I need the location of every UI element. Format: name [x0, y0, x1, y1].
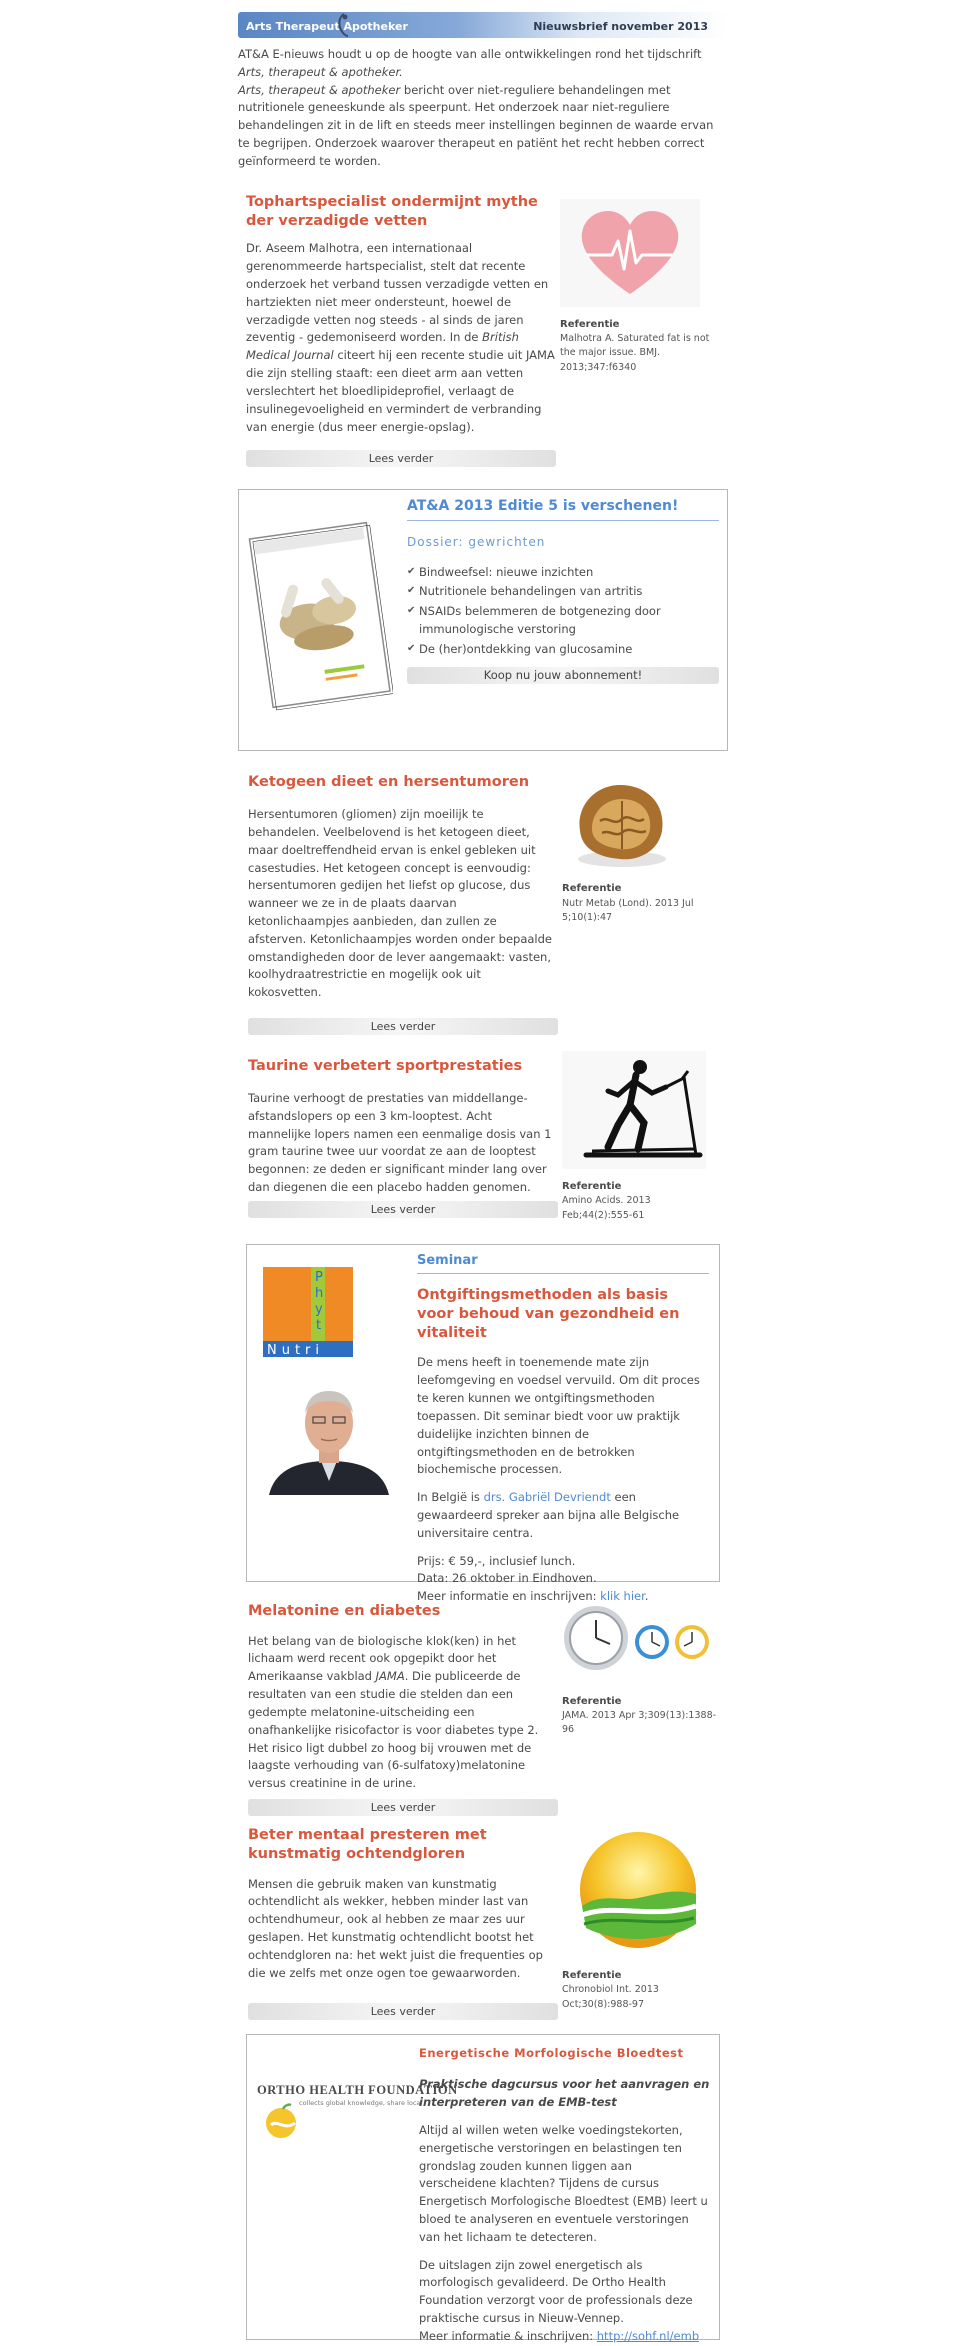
seminar-box: [246, 1244, 720, 1604]
article-dawn-light: [238, 1826, 728, 2020]
emb-link[interactable]: http://sohf.nl/emb: [596, 2328, 700, 2343]
intro-journal: Arts, therapeut & apotheker: [238, 82, 401, 97]
sunrise-image: [562, 1828, 702, 1958]
seminar-label: Seminar: [417, 1251, 709, 1274]
check-icon: ✔: [407, 642, 416, 654]
list-item: ✔ NSAIDs belemmeren de botgenezing door immunologische verstoring: [407, 604, 661, 637]
list-item: ✔ De (her)ontdekking van glucosamine: [407, 641, 633, 656]
reference-text: Nutr Metab (Lond). 2013 Jul 5;10(1):47: [562, 897, 694, 923]
emb-content: [419, 2045, 711, 2346]
reference-text: JAMA. 2013 Apr 3;309(13):1388-96: [562, 1710, 717, 1736]
reference-label: Referentie: [560, 318, 620, 330]
list-item: ✔ Bindweefsel: nieuwe inzichten: [407, 564, 594, 579]
speaker-photo: [259, 1377, 397, 1495]
newsletter-header: [238, 12, 728, 38]
reference-label: Referentie: [562, 1969, 622, 1981]
article-body: Mensen die gebruik maken van kunstmatig ochtendlicht als wekker, hebben minder last van ochtendhumeur, ook al hebben ze maar zes uur geslapen. Het kunstmatig ochtendlicht bootst het ochtendgloren na: het wekt juist die frequenties op die we zelfs met onze ogen toe gewaarworden.: [248, 1876, 543, 1980]
edition-subtitle: Dossier: gewrichten: [407, 535, 546, 549]
emb-title[interactable]: Energetische Morfologische Bloedtest: [419, 2045, 684, 2060]
edition-topic-list: [407, 564, 719, 659]
walnut-brain-image: [562, 771, 682, 871]
article-melatonin: [238, 1602, 728, 1816]
article-body: Hersentumoren (gliomen) zijn moeilijk te behandelen. Veelbelovend is het ketogeen dieet, maar doeltreffendheid ervan is enkel gebleken uit casestudies. Het ketogeen concept is eenvoudig: hersentumoren gedijen het liefst op glucose, dus wanneer we ze in de plaats daarvan ketonlichaampjes aanbieden, dan zullen ze afsterven. Ketonlichaampjes worden onder bepaalde omstandigheden door de lever aangemaakt: vasten, koolhydraatrestrictie en mogelijk ook uit kokosvetten.: [248, 807, 552, 1000]
brand-figure-icon: [334, 12, 354, 38]
seminar-date: Data: 26 oktober in Eindhoven.: [417, 1571, 597, 1586]
intro-line-2: Arts, therapeut & apotheker.: [238, 64, 403, 79]
intro-line-3: Arts, therapeut & apotheker bericht over niet-reguliere behandelingen met nutritionele geneeskunde als speerpunt. Het onderzoek naar niet-reguliere behandelingen zit in de lift en steeds meer instellingen beginnen de waarde ervan te begrijpen. Onderzoek waarover therapeut en patiënt het recht hebben correct geïnformeerd te worden.: [238, 82, 714, 168]
clocks-image: [562, 1600, 712, 1684]
read-more-button[interactable]: Lees verder: [248, 1799, 558, 1816]
article-heart: [238, 193, 728, 468]
heart-pulse-icon: [560, 199, 700, 307]
issue-label: Nieuwsbrief november 2013: [533, 20, 708, 33]
emb-subtitle: Praktische dagcursus voor het aanvragen en interpreteren van de EMB-test: [419, 2077, 710, 2110]
newsletter: [238, 0, 728, 2343]
subscribe-button[interactable]: Koop nu jouw abonnement!: [407, 667, 719, 684]
check-icon: ✔: [407, 585, 416, 597]
read-more-button[interactable]: Lees verder: [246, 450, 556, 467]
logo-tagline: collects global knowledge, share local: [299, 2098, 423, 2107]
brand-title: Arts Therapeut Apotheker: [246, 20, 408, 33]
reference-label: Referentie: [562, 883, 622, 895]
article-title[interactable]: Melatonine en diabetes: [248, 1602, 441, 1619]
read-more-button[interactable]: Lees verder: [248, 1018, 558, 1035]
reference-text: Amino Acids. 2013 Feb;44(2):555-61: [562, 1195, 651, 1221]
phyto-nutri-logo[interactable]: [263, 1267, 353, 1357]
reference-label: Referentie: [562, 1180, 622, 1192]
edition-title[interactable]: AT&A 2013 Editie 5 is verschenen!: [407, 496, 719, 521]
emb-description: Altijd al willen weten welke voedingstekorten, energetische verstoringen en belastingen ten grondslag zouden kunnen liggen aan verscheidene klachten? Tijdens de cursus Energetisch Morfologische Bloedtest (EMB) leert u bloed te analyseren en eventuele verstoringen van het lichaam te detecteren.: [419, 2122, 708, 2244]
svg-text:P: P: [315, 1269, 323, 1285]
seminar-content: [417, 1251, 709, 1606]
read-more-button[interactable]: Lees verder: [248, 2003, 558, 2020]
reference-text: Malhotra A. Saturated fat is not the major issue. BMJ. 2013;347:f6340: [560, 333, 710, 373]
check-icon: ✔: [407, 565, 416, 577]
ortho-health-logo[interactable]: [257, 2081, 458, 2151]
speaker-paragraph: In België is drs. Gabriël Devriendt een gewaardeerd spreker aan bijna alle Belgische universitaire centra.: [417, 1490, 680, 1540]
intro: [238, 46, 728, 171]
article-title[interactable]: Ketogeen dieet en hersentumoren: [248, 774, 530, 791]
reference-text: Chronobiol Int. 2013 Oct;30(8):988-97: [562, 1984, 659, 2010]
seminar-info: Meer informatie en inschrijven: klik hier.: [417, 1589, 649, 1604]
logo-name: ORTHO HEALTH FOUNDATION: [257, 2082, 458, 2097]
article-body: Taurine verhoogt de prestaties van middellange-afstandslopers op een 3 km-looptest. Acht mannelijke lopers namen een eenmalige dosis van 1 gram taurine twee uur voordat ze aan de looptest begonnen: ze deden er significant minder lang over dan diegenen die een placebo hadden genomen.: [248, 1090, 552, 1194]
emb-info: Meer informatie & inschrijven: http://sohf.nl/emb: [419, 2328, 700, 2343]
article-taurine: [238, 1057, 728, 1221]
svg-text:y: y: [315, 1301, 323, 1317]
emb-course-box: [246, 2034, 720, 2343]
read-more-button[interactable]: Lees verder: [248, 1201, 558, 1218]
edition-box: [238, 489, 728, 751]
seminar-title[interactable]: Ontgiftingsmethoden als basis voor behoud van gezondheid en vitaliteit: [417, 1286, 680, 1341]
svg-text:Nutri: Nutri: [267, 1342, 325, 1357]
treadmill-runner-image: [562, 1051, 706, 1169]
apple-logo-icon: [263, 2101, 303, 2141]
article-title[interactable]: Taurine verbetert sportprestaties: [248, 1058, 523, 1075]
article-title[interactable]: Beter mentaal presteren met kunstmatig ochtendgloren: [248, 1826, 487, 1862]
list-item: ✔ Nutritionele behandelingen van artritis: [407, 584, 643, 599]
edition-content: [407, 496, 719, 683]
intro-line-1: AT&A E-nieuws houdt u op de hoogte van alle ontwikkelingen rond het tijdschrift: [238, 47, 702, 61]
svg-text:h: h: [315, 1285, 324, 1301]
seminar-description: De mens heeft in toenemende mate zijn leefomgeving en voedsel vervuild. Om dit proces te keren kunnen we ontgiftingsmethoden toepassen. Dit seminar biedt voor uw praktijk duidelijke inzichten binnen de ontgiftingsmethoden en de betrokken biochemische processen.: [417, 1355, 700, 1477]
article-body: Dr. Aseem Malhotra, een internationaal gerenommeerde hartspecialist, stelt dat recente onderzoek het verband tussen verzadigde vetten en hartziekten niet meer ondersteunt, hoewel de verzadigde vetten nog steeds - al sinds de jaren zeventig - gedemoniseerd worden. In de British Medical Journal citeert hij een recente studie uit JAMA die zijn stelling staaft: een dieet arm aan vetten verslechtert het bloedlipideprofiel, verlaagt de insulinegevoeligheid en vermindert de verbranding van energie (dus meer energie-opslag).: [246, 241, 555, 434]
article-ketogenic: [238, 773, 728, 1035]
register-link[interactable]: klik hier: [600, 1589, 645, 1604]
svg-text:t: t: [316, 1317, 322, 1333]
seminar-price: Prijs: € 59,-, inclusief lunch.: [417, 1553, 576, 1568]
emb-validation: De uitslagen zijn zowel energetisch als morfologisch gevalideerd. De Ortho Health Foundation verzorgt voor de professionals deze praktische cursus in Nieuw-Vennep.: [419, 2257, 693, 2326]
check-icon: ✔: [407, 605, 416, 617]
article-body: Het belang van de biologische klok(ken) in het lichaam werd recent ook opgepikt door het Amerikaanse vakblad JAMA. Die publiceerde de resultaten van een studie die stelden dan een gedempte melatonine-uitscheiding een onafhankelijke risicofactor is voor diabetes type 2. Het risico ligt dubbel zo hoog bij vrouwen met de laagste verhouding van (6-sulfatoxy)melatonine versus creatinine in de urine.: [248, 1633, 539, 1791]
reference-label: Referentie: [562, 1695, 622, 1707]
magazine-cover-image[interactable]: [247, 520, 393, 714]
article-title[interactable]: Tophartspecialist ondermijnt mythe der verzadigde vetten: [246, 193, 538, 229]
speaker-link[interactable]: drs. Gabriël Devriendt: [483, 1490, 611, 1505]
